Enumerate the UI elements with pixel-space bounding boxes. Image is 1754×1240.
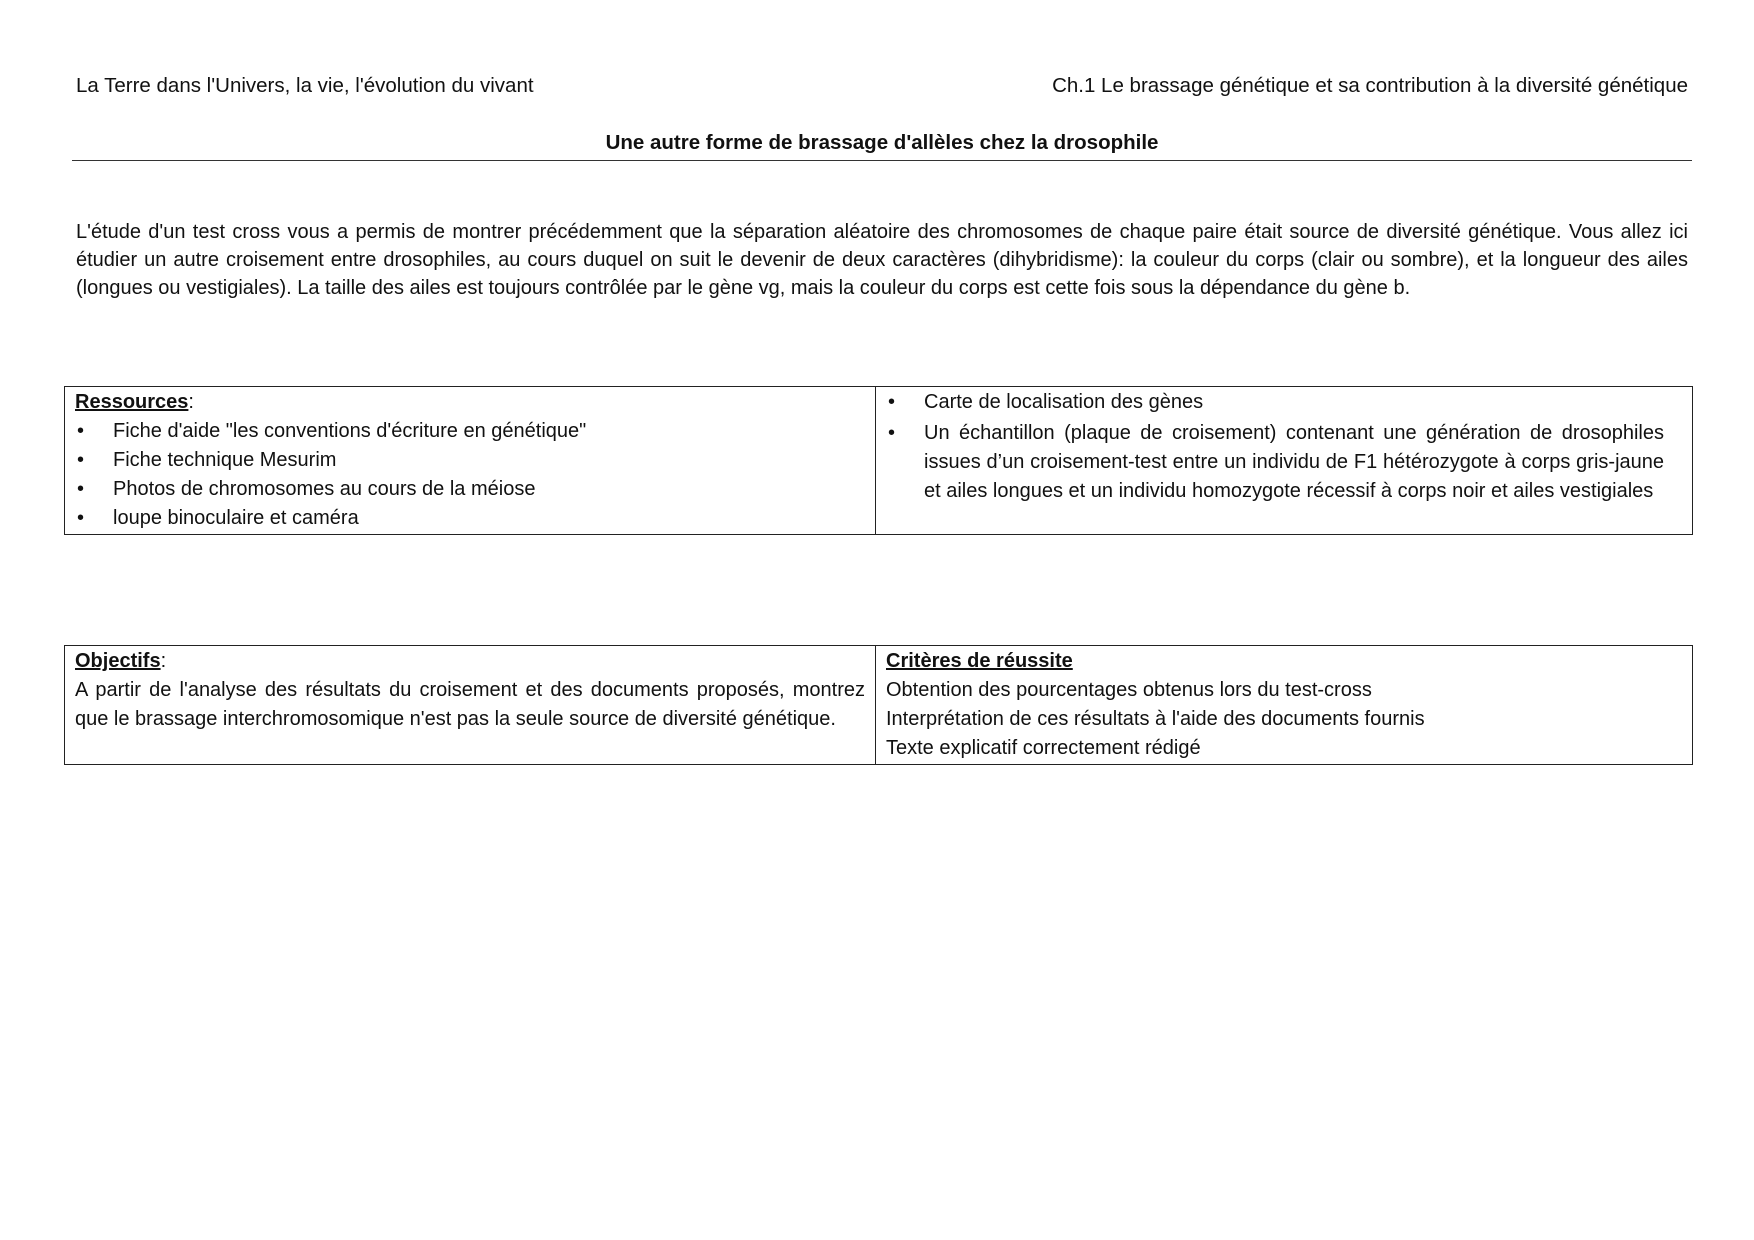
- resources-table: [64, 386, 1693, 535]
- objectives-text: A partir de l'analyse des résultats du croisement et des documents proposés, montrez que le brassage interchromosomique n'est pas la seule source de diversité génétique.: [75, 679, 865, 730]
- bullet-icon: •: [77, 420, 85, 442]
- objectives-heading-line: [75, 647, 865, 676]
- list-item: [75, 417, 865, 446]
- objectives-cell: [65, 646, 876, 765]
- list-item-text: loupe binoculaire et caméra: [113, 507, 359, 529]
- resources-heading-line: [75, 388, 865, 417]
- list-item-text: Un échantillon (plaque de croisement) contenant une génération de drosophiles issues d’un croisement-test entre un individu de F1 hétérozygote à corps gris-jaune et ailes longues et un individu homozygote récessif à corps noir et ailes vestigiales: [924, 422, 1664, 502]
- resources-left-list: [75, 417, 865, 533]
- resources-right-list: [886, 388, 1664, 506]
- resources-cell-right: [876, 387, 1693, 535]
- list-item-text: Fiche d'aide "les conventions d'écriture en génétique": [113, 420, 587, 442]
- header-left: La Terre dans l'Univers, la vie, l'évolution du vivant: [76, 74, 534, 97]
- list-item: [886, 419, 1664, 506]
- list-item: [75, 504, 865, 533]
- list-item: [75, 475, 865, 504]
- bullet-icon: •: [888, 422, 896, 444]
- resources-heading-colon: :: [188, 391, 194, 413]
- page-title: Une autre forme de brassage d'allèles chez la drosophile: [605, 131, 1159, 154]
- objectives-table: [64, 645, 1693, 765]
- bullet-icon: •: [77, 478, 85, 500]
- criteria-item: Interprétation de ces résultats à l'aide des documents fournis: [886, 708, 1425, 730]
- list-item: [886, 388, 1664, 417]
- bullet-icon: •: [77, 507, 85, 529]
- objectives-heading-colon: :: [160, 650, 167, 672]
- list-item-text: Photos de chromosomes au cours de la méiose: [113, 478, 536, 500]
- list-item-text: Carte de localisation des gènes: [924, 391, 1204, 413]
- intro-paragraph: L'étude d'un test cross vous a permis de montrer précédemment que la séparation aléatoire des chromosomes de chaque paire était source de diversité génétique. Vous allez ici étudier un autre croisement entre drosophiles, au cours duquel on suit le devenir de deux caractères (dihybridisme): la couleur du corps (clair ou sombre), et la longueur des ailes (longues ou vestigiales). La taille des ailes est toujours contrôlée par le gène vg, mais la couleur du corps est cette fois sous la dépendance du gène b.: [76, 221, 1688, 299]
- criteria-item: Obtention des pourcentages obtenus lors du test-cross: [886, 679, 1372, 701]
- bullet-icon: •: [77, 449, 85, 471]
- list-item-text: Fiche technique Mesurim: [113, 449, 337, 471]
- bullet-icon: •: [888, 391, 896, 413]
- objectives-heading: Objectifs: [75, 650, 161, 672]
- resources-cell-left: [65, 387, 876, 535]
- title-divider: [72, 160, 1692, 161]
- criteria-item: Texte explicatif correctement rédigé: [886, 737, 1201, 759]
- criteria-heading: Critères de réussite: [886, 650, 1073, 672]
- header-right: Ch.1 Le brassage génétique et sa contribution à la diversité génétique: [1052, 74, 1688, 97]
- list-item: [75, 446, 865, 475]
- resources-heading: Ressources: [75, 391, 189, 413]
- criteria-cell: [876, 646, 1693, 765]
